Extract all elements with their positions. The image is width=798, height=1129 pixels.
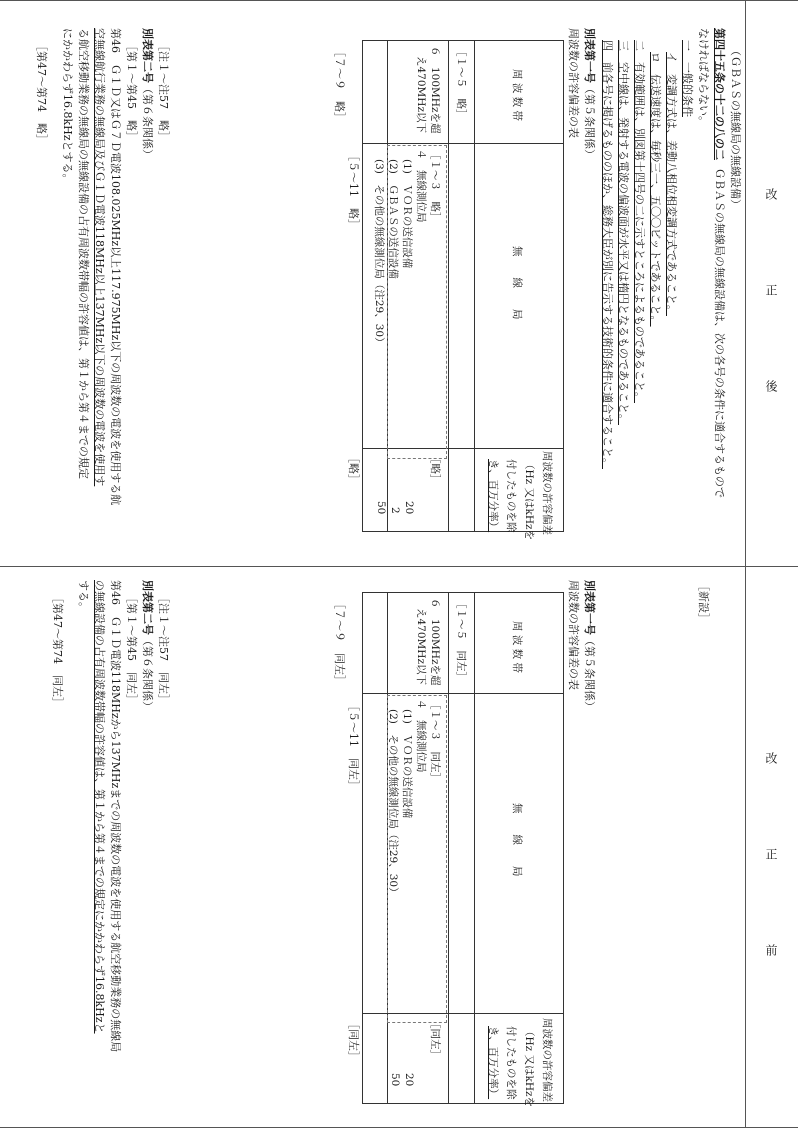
row6-sub4-1-val: 20 bbox=[403, 1073, 415, 1087]
col-station-header: 無 線 局 bbox=[511, 803, 523, 877]
table-row-divider bbox=[448, 593, 449, 1103]
col-tolerance-header-4: き、百万分率） bbox=[487, 459, 499, 533]
row6-sub4-2: (2) その他の無線測位局（注29、30） bbox=[387, 709, 399, 898]
row6-sub4: ４ 無線測位局 bbox=[415, 699, 427, 773]
row6-sub4-2: (2) ＧＢＡＳの送信設備 bbox=[387, 159, 399, 279]
col-tolerance-header-1: 周波数の許容偏差 bbox=[541, 451, 553, 535]
table-row-divider bbox=[448, 41, 449, 531]
col-freq-header: 周 波 数 帯 bbox=[511, 621, 523, 674]
table-row-divider bbox=[474, 593, 475, 1103]
notes: ［注１～注57 略］ bbox=[157, 40, 170, 142]
col-tolerance-header-3: 付したものを除 bbox=[505, 459, 517, 533]
article-text-1: ＧＢＡＳの無線局の無線設備は、次の各号の条件に適合するもので bbox=[713, 168, 726, 498]
table2-ref: （第６条関係） bbox=[141, 83, 154, 160]
row6-sub-5-11: ［５～11 略］ bbox=[347, 150, 360, 230]
row6-sub4-3-val: 50 bbox=[375, 501, 387, 515]
item-2: 二 有効範囲は、別図第十四号の二に示すところによるものであること。 bbox=[633, 40, 646, 403]
new-note: ［新設］ bbox=[697, 580, 710, 624]
item-1-i: イ 変調方式は、差動八相位相変調方式であること。 bbox=[665, 52, 678, 316]
row6-sub-1-3: ［１～３ 同左］ bbox=[429, 699, 441, 783]
tolerance-table-before bbox=[362, 592, 564, 1108]
table1-ref: （第５条関係） bbox=[583, 635, 596, 712]
row6-sub4-1-val: 20 bbox=[403, 501, 415, 515]
row6-sub4-3: (3) その他の無線測位局（注29、30） bbox=[373, 159, 385, 348]
item-1: 一 一般的条件 bbox=[681, 40, 694, 117]
row6-freq-2: え470MHz以下 bbox=[415, 608, 427, 685]
item-1-ro: ロ 伝送速度は、毎秒三一、五〇〇ビットであること。 bbox=[649, 52, 662, 327]
header-before: 改 正 前 bbox=[764, 752, 778, 992]
row6-sub4: ４ 無線測位局 bbox=[415, 149, 427, 223]
col-tolerance-header-3: 付したものを除 bbox=[505, 1026, 517, 1100]
tolerance-table-after bbox=[362, 40, 564, 541]
t2-row-47-74: ［第47～第74 同左］ bbox=[51, 592, 64, 708]
col-freq-header: 周 波 数 帯 bbox=[511, 69, 523, 122]
t2-46-line-a: 第46 Ｇ１Ｄ電波118MHzから137MHzまでの周波数の電波を使用する航空移動業務の無線局 bbox=[109, 580, 122, 1053]
table2-ref: （第６条関係） bbox=[141, 635, 154, 712]
row6-sub-1-3-tol: ［同左］ bbox=[429, 1018, 441, 1060]
row-1-5: ［１～５ 略］ bbox=[455, 46, 467, 120]
t2-46-line-c: する。 bbox=[77, 580, 90, 613]
row6-freq-1: ６ 100MHzを超 bbox=[429, 46, 441, 134]
row6-sub-5-11-tol: ［同左］ bbox=[347, 1018, 360, 1062]
table1-subtitle: 周波数の許容偏差の表 bbox=[567, 28, 580, 138]
row6-sub4-1: (1) ＶＯＲの送信設備 bbox=[401, 159, 413, 269]
t2-46-line-a: 第46 Ｇ１Ｄ又はＧ７Ｄ電波108.025MHz以上117.975MHz以下の周波数の電波を使用する航 bbox=[109, 28, 122, 506]
t2-46-line-c: る航空移動業務の無線局の無線設備の占有周波数帯幅の許容値は、第１から第４までの規定 bbox=[77, 28, 90, 479]
row6-sub-1-3: ［１～３ 略］ bbox=[429, 149, 441, 223]
col-tolerance-header-2: （Hz 又はkHzを bbox=[523, 1026, 535, 1108]
row6-freq-1: ６ 100MHzを超 bbox=[429, 598, 441, 686]
col-tolerance-header-1: 周波数の許容偏差 bbox=[541, 1018, 553, 1102]
item-4: 四 前各号に掲げるもののほか、総務大臣が別に告示する技術的条件に適合すること。 bbox=[601, 40, 614, 469]
table-col-divider bbox=[363, 693, 563, 694]
t2-46-line-b: 空無線航行業務の無線局及びＧ１Ｄ電波118MHz以上137MHz以下の周波数の電波を使用す bbox=[93, 28, 106, 487]
row6-sub-1-3-tol: ［略］ bbox=[429, 453, 441, 485]
row6-freq-2: え470MHz以下 bbox=[415, 56, 427, 133]
article-title: 第四十五条の十二の八の二 bbox=[713, 28, 726, 160]
table-col-divider bbox=[363, 143, 563, 144]
row-1-5: ［１～５ 同左］ bbox=[455, 598, 467, 682]
row-7-9: ［７～９ 同左］ bbox=[333, 598, 346, 686]
article-text-2: なければならない。 bbox=[697, 28, 710, 127]
t2-row-1-45: ［第１～第45 同左］ bbox=[125, 592, 138, 705]
col-tolerance-header-2: （Hz 又はkHzを bbox=[523, 459, 535, 541]
row6-sub4-1: (1) ＶＯＲの送信設備 bbox=[401, 709, 413, 819]
row-7-9: ［７～９ 略］ bbox=[333, 46, 346, 123]
table1-title: 別表第一号 bbox=[583, 28, 596, 83]
row6-sub-5-11: ［５～11 同左］ bbox=[347, 700, 360, 791]
table1-title: 別表第一号 bbox=[583, 580, 596, 635]
row6-sub4-2-val: 50 bbox=[389, 1073, 401, 1087]
row6-sub4-2-val: 2 bbox=[389, 507, 401, 514]
header-after: 改 正 後 bbox=[764, 188, 778, 428]
t2-row-1-45: ［第１～第45 略］ bbox=[125, 40, 138, 142]
article-caption: （ＧＢＡＳの無線局の無線設備） bbox=[729, 45, 742, 210]
table1-ref: （第５条関係） bbox=[583, 83, 596, 160]
t2-row-47-74: ［第47～第74 略］ bbox=[35, 40, 48, 145]
table1-subtitle: 周波数の許容偏差の表 bbox=[567, 580, 580, 690]
t2-46-line-b: の無線設備の占有周波数帯幅の許容値は、第１から第４までの規定にかかわらず16.8kHzと bbox=[93, 580, 106, 1034]
item-3: 三 空中線は、発射する電波の偏波面が水平又は楕円となるものであること。 bbox=[617, 40, 630, 425]
table-row-divider bbox=[474, 41, 475, 531]
table2-title: 別表第二号 bbox=[141, 580, 154, 635]
col-tolerance-header-4: き、百万分率） bbox=[487, 1026, 499, 1100]
row6-sub-5-11-tol: ［略］ bbox=[347, 452, 360, 485]
table2-title: 別表第二号 bbox=[141, 28, 154, 83]
notes: ［注１～注57 同左］ bbox=[157, 592, 170, 705]
t2-46-line-d: にかかわらず16.8kHzとする。 bbox=[61, 28, 74, 185]
col-station-header: 無 線 局 bbox=[511, 246, 523, 320]
